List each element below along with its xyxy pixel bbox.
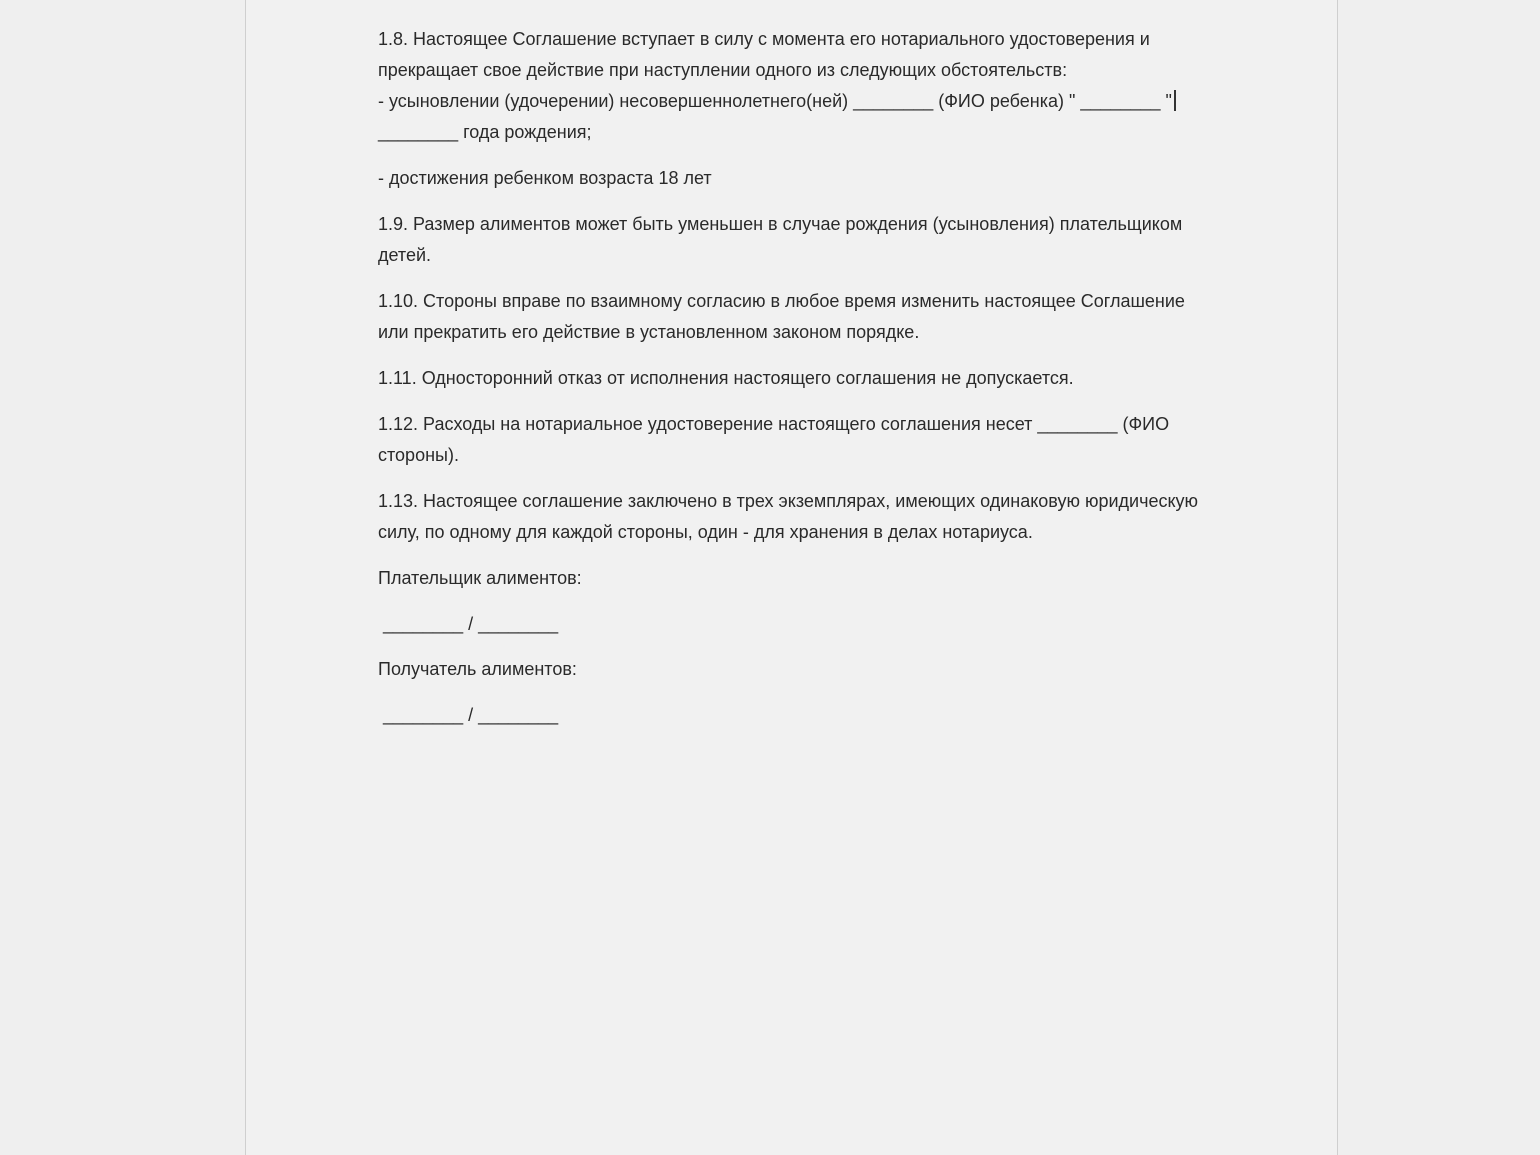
text-cursor [1174,90,1176,111]
recipient-label: Получатель алиментов: [378,659,577,679]
recipient-signature-line: ________ / ________ [383,705,559,725]
clause-1-8 [378,24,1218,148]
payer-label: Плательщик алиментов: [378,568,582,588]
document-page [245,0,1338,1155]
clause-1-13: 1.13. Настоящее соглашение заключено в трех экземплярах, имеющих одинаковую юридическую силу, по одному для каждой стороны, один - для хранения в делах нотариуса. [378,491,1199,542]
payer-signature-line: ________ / ________ [383,614,559,634]
clause-age-condition: - достижения ребенком возраста 18 лет [378,168,712,188]
document-body[interactable] [378,24,1218,745]
clause-1-9: 1.9. Размер алиментов может быть уменьшен в случае рождения (усыновления) плательщиком детей. [378,214,1183,265]
clause-1-10: 1.10. Стороны вправе по взаимному согласию в любое время изменить настоящее Соглашение или прекратить его действие в установленном законом порядке. [378,291,1185,342]
clause-1-12: 1.12. Расходы на нотариальное удостоверение настоящего соглашения несет ________ (ФИО стороны). [378,414,1170,465]
clause-1-8-text: 1.8. Настоящее Соглашение вступает в силу с момента его нотариального удостоверения и прекращает свое действие при наступлении одного из следующих обстоятельств: [378,29,1150,80]
clause-1-8-adoption: - усыновлении (удочерении) несовершеннолетнего(ней) ________ (ФИО ребенка) " ________ " [378,91,1172,111]
clause-1-11: 1.11. Односторонний отказ от исполнения настоящего соглашения не допускается. [378,368,1074,388]
clause-1-8-birth-year: ________ года рождения; [378,122,592,142]
